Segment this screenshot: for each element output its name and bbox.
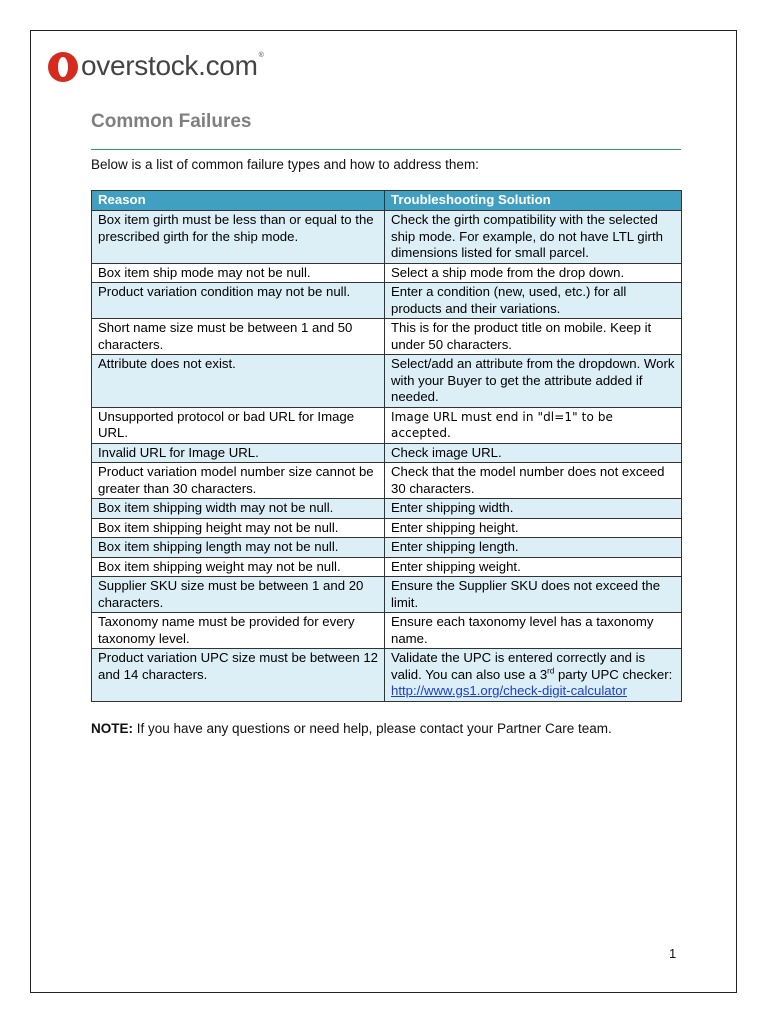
solution-text: party UPC checker: [554,666,673,682]
logo-text: overstock.com [81,50,258,81]
page-number: 1 [669,946,677,961]
reason-cell: Product variation model number size cannot be greater than 30 characters. [92,463,385,499]
table-row [92,463,682,499]
note-text: If you have any questions or need help, please contact your Partner Care team. [133,721,612,736]
table-row [92,283,682,319]
reason-cell: Box item ship mode may not be null. [92,263,385,283]
solution-cell: Ensure the Supplier SKU does not exceed the limit. [385,577,682,613]
upc-checker-link[interactable]: http://www.gs1.org/check-digit-calculator [391,683,628,698]
table-row [92,407,682,443]
table-row [92,355,682,408]
solution-cell: Select a ship mode from the drop down. [385,263,682,283]
solution-cell: Check image URL. [385,443,682,463]
document-page [30,30,737,993]
column-header-reason: Reason [92,191,385,211]
reason-cell: Product variation UPC size must be between 12 and 14 characters. [92,649,385,702]
solution-cell: Enter a condition (new, used, etc.) for all products and their variations. [385,283,682,319]
solution-cell: Check that the model number does not exceed 30 characters. [385,463,682,499]
solution-cell: Select/add an attribute from the dropdown. Work with your Buyer to get the attribute added if needed. [385,355,682,408]
reason-cell: Box item shipping height may not be null. [92,518,385,538]
ordinal-suffix: rd [547,666,555,676]
table-header-row [92,191,682,211]
solution-cell: This is for the product title on mobile. Keep it under 50 characters. [385,319,682,355]
reason-cell: Box item shipping width may not be null. [92,499,385,519]
solution-cell: Enter shipping height. [385,518,682,538]
table-row [92,577,682,613]
table-row [92,499,682,519]
reason-cell: Box item shipping length may not be null. [92,538,385,558]
reason-cell: Taxonomy name must be provided for every taxonomy level. [92,613,385,649]
reason-cell: Supplier SKU size must be between 1 and 20 characters. [92,577,385,613]
note-label: NOTE: [91,721,133,736]
solution-cell: Image URL must end in "dl=1" to be accepted. [385,407,682,443]
solution-cell: Enter shipping width. [385,499,682,519]
reason-cell: Attribute does not exist. [92,355,385,408]
heading-divider [91,149,681,150]
page-title: Common Failures [91,111,252,132]
table-row [92,211,682,264]
solution-cell [385,649,682,702]
reason-cell: Unsupported protocol or bad URL for Image URL. [92,407,385,443]
table-row [92,649,682,702]
table-row [92,263,682,283]
logo-trademark: ® [258,51,264,59]
failures-table [91,190,682,702]
solution-cell: Enter shipping length. [385,538,682,558]
solution-cell: Check the girth compatibility with the selected ship mode. For example, do not have LTL girth dimensions listed for small parcel. [385,211,682,264]
overstock-logo [48,49,264,85]
table-row [92,319,682,355]
intro-text: Below is a list of common failure types and how to address them: [91,157,479,172]
table-row [92,538,682,558]
reason-cell: Box item shipping weight may not be null. [92,557,385,577]
column-header-solution: Troubleshooting Solution [385,191,682,211]
note-paragraph [91,721,612,736]
solution-cell: Enter shipping weight. [385,557,682,577]
solution-text: Validate the UPC is entered correctly and is valid. You can also use a 3 [391,650,646,682]
table-row [92,518,682,538]
reason-cell: Box item girth must be less than or equal to the prescribed girth for the ship mode. [92,211,385,264]
table-row [92,557,682,577]
reason-cell: Invalid URL for Image URL. [92,443,385,463]
table-row [92,613,682,649]
table-row [92,443,682,463]
reason-cell: Product variation condition may not be null. [92,283,385,319]
reason-cell: Short name size must be between 1 and 50 characters. [92,319,385,355]
solution-cell: Ensure each taxonomy level has a taxonomy name. [385,613,682,649]
overstock-logo-mark-icon [48,52,78,82]
